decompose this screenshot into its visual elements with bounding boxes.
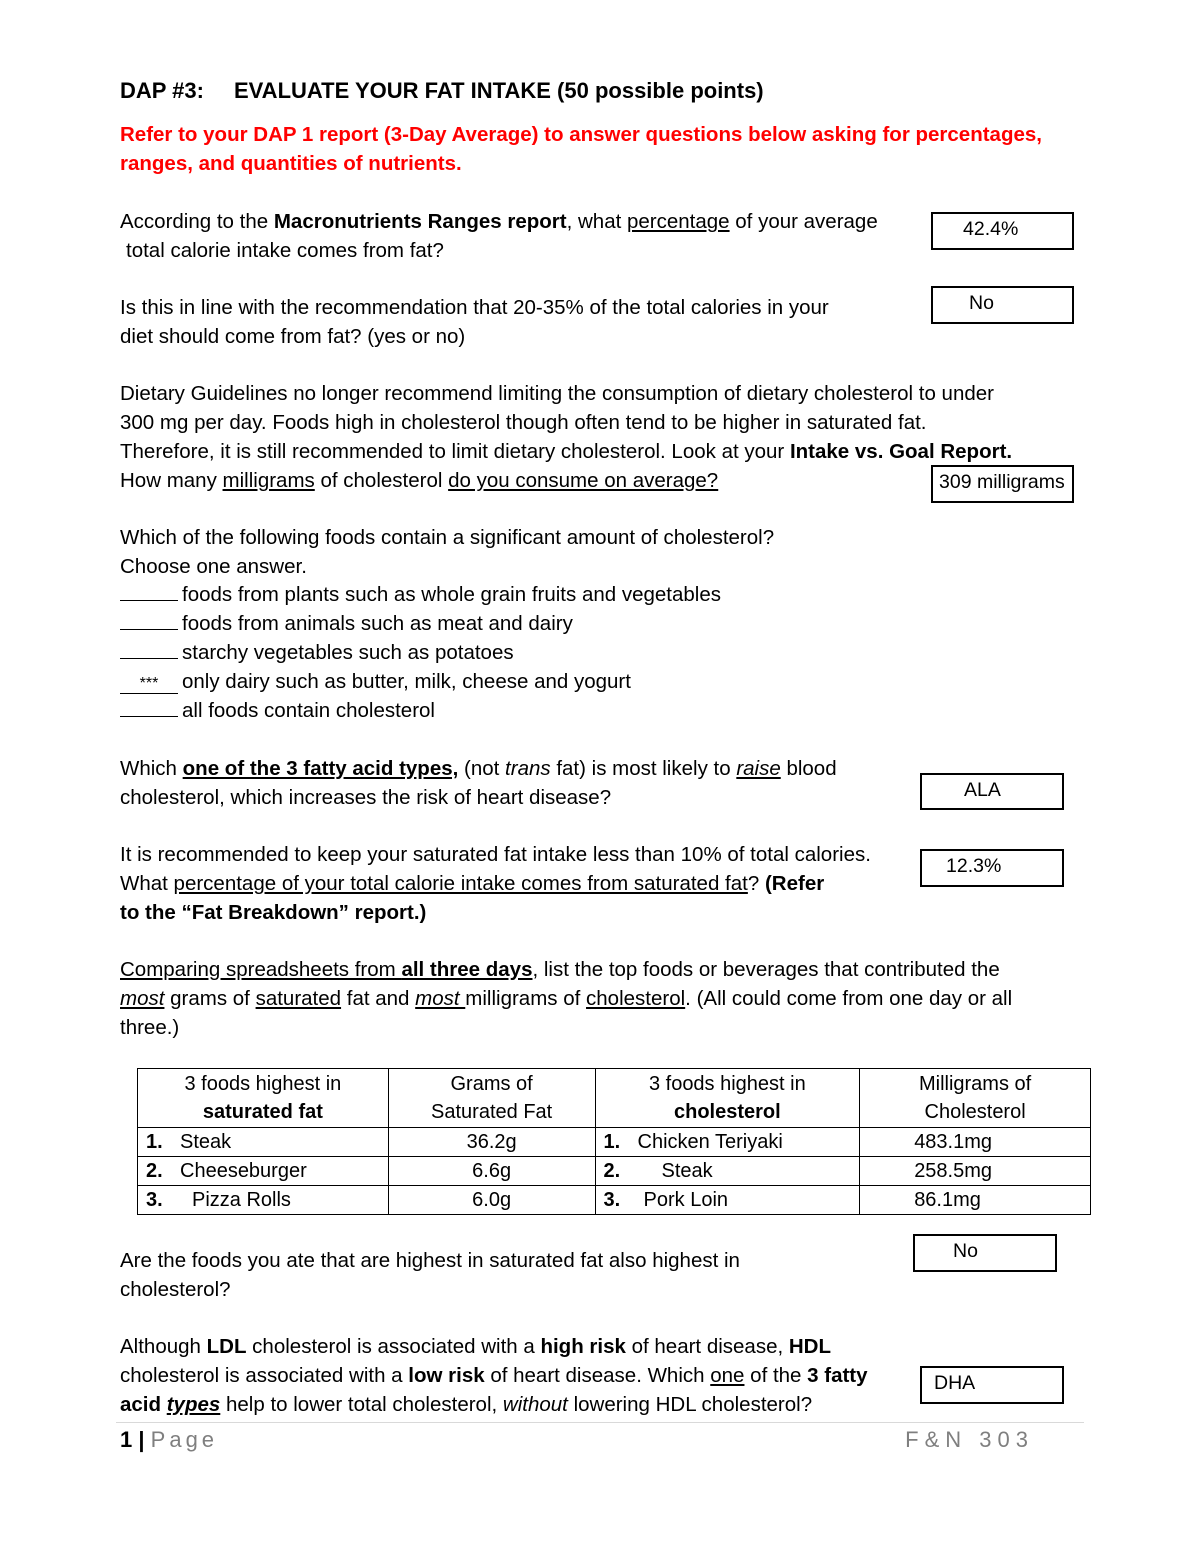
q9-line-2: cholesterol is associated with a low risk of heart disease. Which one of the 3 fatty [120,1364,868,1387]
option-3-blank[interactable] [120,658,178,659]
header-sat-fat-grams: Grams of Saturated Fat [388,1069,595,1128]
assignment-title: EVALUATE YOUR FAT INTAKE (50 possible points) [233,78,764,103]
q7-line-2: most grams of saturated fat and most milligrams of cholesterol. (All could come from one day or all [120,987,1013,1010]
q6-line-1: It is recommended to keep your saturated fat intake less than 10% of total calories. [120,843,871,866]
q5-line-1: Which one of the 3 fatty acid types, (not trans fat) is most likely to raise blood [120,757,837,780]
instructions-line-1: Refer to your DAP 1 report (3-Day Average) to answer questions below asking for percentages, [120,123,1042,146]
header-chol-mg: Milligrams of Cholesterol [860,1069,1091,1128]
sat-fat-food-cell[interactable]: 2. Cheeseburger [138,1157,389,1186]
q8-answer-field[interactable]: No [913,1234,1057,1272]
footer-divider [116,1422,1084,1423]
chol-mg-cell[interactable]: 258.5mg [860,1157,1091,1186]
q7-line-1: Comparing spreadsheets from all three days, list the top foods or beverages that contributed the [120,958,1000,981]
option-1-blank[interactable] [120,600,178,601]
q3-line-2: 300 mg per day. Foods high in cholesterol though often tend to be higher in saturated fat. [120,411,927,434]
q4-option-5[interactable]: all foods contain cholesterol [120,696,435,725]
q3-answer-field[interactable]: 309 milligrams [931,465,1074,503]
top-foods-table [137,1068,1091,1215]
q2-answer-field[interactable]: No [931,286,1074,324]
option-2-blank[interactable] [120,629,178,630]
table-row [138,1157,1091,1186]
q3-line-4: How many milligrams of cholesterol do you consume on average? [120,469,719,492]
chol-mg-cell[interactable]: 86.1mg [860,1186,1091,1215]
q4-option-1[interactable]: foods from plants such as whole grain fruits and vegetables [120,580,721,609]
q4-option-3[interactable]: starchy vegetables such as potatoes [120,638,514,667]
q9-line-1: Although LDL cholesterol is associated with a high risk of heart disease, HDL [120,1335,832,1358]
course-code: F&N 303 [905,1427,1034,1452]
instructions-line-2: ranges, and quantities of nutrients. [120,152,462,175]
q2-line-2: diet should come from fat? (yes or no) [120,325,466,348]
q8-line-2: cholesterol? [120,1278,231,1301]
page-number: 1 [120,1427,133,1452]
q7-line-3: three.) [120,1016,180,1039]
q6-line-2: What percentage of your total calorie intake comes from saturated fat? (Refer [120,872,825,895]
q9-answer-field[interactable]: DHA [920,1366,1064,1404]
q1-line-1: According to the Macronutrients Ranges report, what percentage of your average [120,210,878,233]
table-row [138,1186,1091,1215]
q3-line-3: Therefore, it is still recommended to limit dietary cholesterol. Look at your Intake vs. Goal Report. [120,440,1013,463]
q1-answer-field[interactable]: 42.4% [931,212,1074,250]
footer-separator: | [138,1427,145,1452]
q4-line-2: Choose one answer. [120,555,307,578]
chol-food-cell[interactable]: 2. Steak [595,1157,860,1186]
q6-answer-field[interactable]: 12.3% [920,849,1064,887]
table-row [138,1128,1091,1157]
q2-line-1: Is this in line with the recommendation that 20-35% of the total calories in your [120,296,829,319]
page-title [120,76,764,105]
table-header-row [138,1069,1091,1128]
q3-line-1: Dietary Guidelines no longer recommend limiting the consumption of dietary cholesterol to under [120,382,994,405]
sat-fat-food-cell[interactable]: 3. Pizza Rolls [138,1186,389,1215]
sat-fat-grams-cell[interactable]: 6.6g [388,1157,595,1186]
q4-option-4[interactable]: *** only dairy such as butter, milk, cheese and yogurt [120,667,631,696]
q1-line-2: total calorie intake comes from fat? [126,239,444,262]
option-4-blank[interactable]: *** [120,675,178,694]
q6-line-3: to the “Fat Breakdown” report.) [120,901,427,924]
page-footer [120,1427,1084,1453]
q4-line-1: Which of the following foods contain a significant amount of cholesterol? [120,526,775,549]
page-label: Page [150,1427,219,1452]
q8-line-1: Are the foods you ate that are highest in saturated fat also highest in [120,1249,740,1272]
chol-food-cell[interactable]: 3. Pork Loin [595,1186,860,1215]
header-sat-fat-foods: 3 foods highest in saturated fat [138,1069,389,1128]
sat-fat-grams-cell[interactable]: 36.2g [388,1128,595,1157]
chol-food-cell[interactable]: 1. Chicken Teriyaki [595,1128,860,1157]
chol-mg-cell[interactable]: 483.1mg [860,1128,1091,1157]
q5-line-2: cholesterol, which increases the risk of heart disease? [120,786,612,809]
header-chol-foods: 3 foods highest in cholesterol [595,1069,860,1128]
assignment-number: DAP #3: [120,78,204,103]
q5-answer-field[interactable]: ALA [920,773,1064,810]
q9-line-3: acid types help to lower total cholesterol, without lowering HDL cholesterol? [120,1393,813,1416]
sat-fat-grams-cell[interactable]: 6.0g [388,1186,595,1215]
option-5-blank[interactable] [120,716,178,717]
sat-fat-food-cell[interactable]: 1. Steak [138,1128,389,1157]
q4-option-2[interactable]: foods from animals such as meat and dairy [120,609,573,638]
